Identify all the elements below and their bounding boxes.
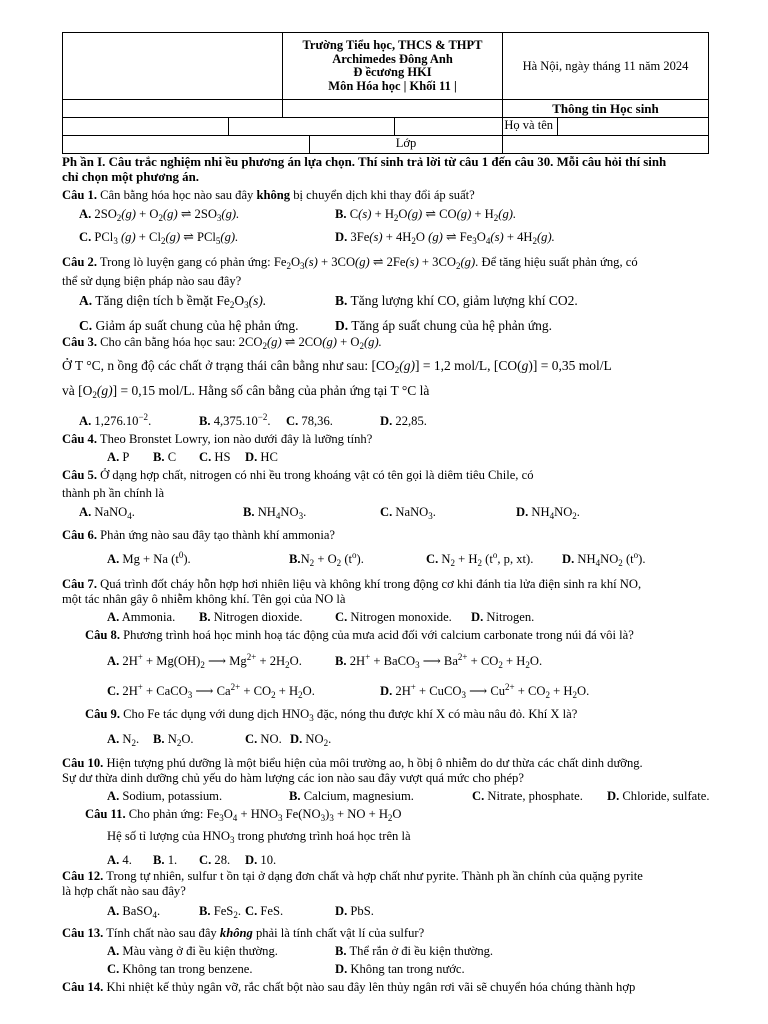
q3-stem: Câu 3. Cho cân bằng hóa học sau: $2CO_2(g)$ ⇌ $2CO(g) + O_2(g)$. <box>62 335 382 351</box>
q9-option-c[interactable]: C. NO. <box>245 732 282 746</box>
q6-stem: Câu 6. Phản ứng nào sau đây tạo thành khí ammonia? <box>62 528 336 542</box>
q7-stem-line2: một tác nhân gây ô nhiễm không khí. Tên gọi của NO là <box>62 592 346 606</box>
q3-option-b[interactable]: B. $4,375.10^{-2}$. <box>199 412 271 428</box>
q5-option-c[interactable]: C. NaNO$_3$. <box>380 505 436 521</box>
q4-option-d[interactable]: D. HC <box>245 450 278 464</box>
q13-option-b[interactable]: B. Thể rắn ở đi ều kiện thường. <box>335 944 494 958</box>
date-cell: Hà Nội, ngày tháng 11 năm 2024 <box>503 33 709 100</box>
q8-option-a[interactable]: A. $2H^+ + Mg(OH)_2$ ⟶ $Mg^{2+} + 2H_2O$. <box>107 652 302 670</box>
q9-option-b[interactable]: B. $N_2O$. <box>153 732 194 748</box>
q10-stem: Câu 10. Hiện tượng phú dưỡng là một biểu hiện của môi trường ao, h ồbị ô nhiễm do dư thừa các chất dinh dưỡng. <box>62 756 643 770</box>
q5-option-d[interactable]: D. $NH_4NO_2$. <box>516 505 580 521</box>
q2-option-c[interactable]: C. Giảm áp suất chung của hệ phản ứng. <box>79 318 299 333</box>
q1-stem: Câu 1. Cân bằng hóa học nào sau đây không bị chuyển dịch khi thay đổi áp suất? <box>62 188 475 202</box>
part1-line2: chỉ chọn một phương án. <box>62 170 200 184</box>
school-cell <box>283 33 503 100</box>
q4-option-c[interactable]: C. HS <box>199 450 231 464</box>
q12-stem: Câu 12. Trong tự nhiên, sulfur t ồn tại ở dạng đơn chất và hợp chất như pyrite. Thành ph ần chính của quặng pyrite <box>62 869 643 883</box>
q11-option-c[interactable]: C. 28. <box>199 853 231 867</box>
q1-option-d[interactable]: D. $3Fe(s) + 4H_2O$ (g) ⇌ $Fe_3O_4(s) + 4H_2(g)$. <box>335 230 555 246</box>
q2-option-a[interactable]: A. Tăng diện tích b ềmặt $Fe_2O_3(s)$. <box>79 293 267 310</box>
part1-line1: Ph ần I. Câu trắc nghiệm nhi ều phương án lựa chọn. Thí sinh trả lời từ câu 1 đến câu 30. Mỗi câu hỏi thí sinh <box>62 155 667 169</box>
q9-stem: Câu 9. Cho Fe tác dụng với dung dịch $HNO_3$ đặc, nóng thu được khí X có màu nâu đỏ. Khí X là? <box>85 707 578 723</box>
q10-stem-line2: Sự dư thừa dinh dưỡng chủ yếu do hàm lượng các ion nào sau đây vượt quá mức cho phép? <box>62 771 524 785</box>
q8-stem: Câu 8. Phương trình hoá học minh hoạ tác động của mưa acid đối với calcium carbonate trong núi đá vôi là? <box>85 628 634 642</box>
name-field[interactable] <box>558 118 709 136</box>
q12-option-d[interactable]: D. PbS. <box>335 904 374 918</box>
q6-option-b[interactable]: $B.N_2 + O_2$ $(t^o)$. <box>289 550 364 568</box>
header-table <box>62 32 709 154</box>
q7-option-b[interactable]: B. Nitrogen dioxide. <box>199 610 303 624</box>
q9-option-a[interactable]: A. $N_2$. <box>107 732 140 748</box>
q12-option-c[interactable]: C. FeS. <box>245 904 284 918</box>
q5-option-a[interactable]: A. NaNO$_4$. <box>79 505 135 521</box>
q3-option-d[interactable]: D. 22,85. <box>380 414 427 428</box>
q7-option-d[interactable]: D. Nitrogen. <box>471 610 535 624</box>
q3-option-a[interactable]: A. $1,276.10^{-2}$. <box>79 412 152 428</box>
q8-option-d[interactable]: D. 2H+ + CuCO$_3$ ⟶ $Cu^{2+} + CO_2 + H_2O$. <box>380 682 590 700</box>
q12-option-b[interactable]: B. FeS$_2$. <box>199 904 241 920</box>
q4-option-b[interactable]: B. C <box>153 450 177 464</box>
q10-option-d[interactable]: D. Chloride, sulfate. <box>607 789 710 803</box>
q4-option-a[interactable]: A. P <box>107 450 130 464</box>
q6-option-a[interactable]: A. Mg + Na $(t^0)$. <box>107 550 191 566</box>
q10-option-b[interactable]: B. Calcium, magnesium. <box>289 789 414 803</box>
q13-stem: Câu 13. Tính chất nào sau đây không phải là tính chất vật lí của sulfur? <box>62 926 425 940</box>
school-line1: Trường Tiểu học, THCS & THPT <box>302 38 483 52</box>
q8-option-c[interactable]: C. 2H+ + CaCO$_3$ ⟶ $Ca^{2+} + CO_2 + H_2O$. <box>107 682 315 700</box>
subject-line: Môn Hóa học | Khối 11 | <box>328 78 457 93</box>
q3-stem-line3: và $[O_2(g)] = 0,15$ mol/L. Hằng số cân bằng của phản ứng tại T °C là <box>62 383 430 400</box>
q12-option-a[interactable]: A. BaSO$_4$. <box>107 904 161 920</box>
q9-option-d[interactable]: D. $NO_2$. <box>290 732 332 748</box>
q5-stem-line2: thành ph ần chính là <box>62 486 165 500</box>
name-label: Họ và tên <box>504 118 553 132</box>
q11-option-d[interactable]: D. 10. <box>245 853 277 867</box>
q7-option-a[interactable]: A. Ammonia. <box>107 610 176 624</box>
q11-option-b[interactable]: B. 1. <box>153 853 178 867</box>
q5-option-b[interactable]: B. $NH_4NO_3$. <box>243 505 307 521</box>
school-line2: Archimedes Đông Anh <box>332 51 453 66</box>
q11-option-a[interactable]: A. 4. <box>107 853 132 867</box>
q2-stem-line2: thể sử dụng biện pháp nào sau đây? <box>62 274 242 288</box>
q7-stem: Câu 7. Quá trình đốt cháy hỗn hợp hơi nhiên liệu và không khí trong động cơ khi đánh tia lửa điện sinh ra khí NO, <box>62 577 642 591</box>
q3-stem-line2: Ở T °C, n ồng độ các chất ở trạng thái cân bằng như sau: $[CO_2(g)] = 1,2$ mol/L, [CO(g)] = 0,35 mol/L <box>62 358 612 375</box>
q11-stem-line2: Hệ số tỉ lượng của $HNO_3$ trong phương trình hoá học trên là <box>107 829 411 845</box>
q4-stem: Câu 4. Theo Bronstet Lowry, ion nào dưới đây là lưỡng tính? <box>62 432 373 446</box>
q13-option-a[interactable]: A. Màu vàng ở đi ều kiện thường. <box>107 944 278 958</box>
q10-option-c[interactable]: C. Nitrate, phosphate. <box>472 789 583 803</box>
q2-stem: Câu 2. Trong lò luyện gang có phản ứng: $Fe_2O_3(s) + 3CO(g)$ ⇌ $2Fe(s) + 3CO_2(g)$. Để tăng hiệu suất phản ứng, có <box>62 255 638 271</box>
q11-stem: Câu 11. Cho phản ứng: $Fe_3O_4 + HNO_3$ $Fe(NO_3)_3$ + NO + $H_2O$ <box>85 807 402 823</box>
q1-option-a[interactable]: A. $2SO_2(g) + O_2(g)$ ⇌ $2SO_3(g)$. <box>79 207 240 223</box>
student-info-label: Thông tin Học sinh <box>503 100 709 118</box>
q8-option-b[interactable]: B. 2H+ + BaCO$_3$ ⟶ $Ba^{2+} + CO_2 + H_2O$. <box>335 652 543 670</box>
q6-option-d[interactable]: D. $NH_4NO_2$ $(t^o)$. <box>562 550 646 568</box>
logo-cell <box>63 33 283 100</box>
doc-title: Đ ềcương HKI <box>353 65 432 79</box>
q12-stem-line2: là hợp chất nào sau đây? <box>62 884 186 898</box>
q13-option-d[interactable]: D. Không tan trong nước. <box>335 962 465 976</box>
q7-option-c[interactable]: C. Nitrogen monoxide. <box>335 610 452 624</box>
q1-option-b[interactable]: B. $C(s) + H_2O(g)$ ⇌ $CO(g) + H_2(g)$. <box>335 207 517 223</box>
q10-option-a[interactable]: A. Sodium, potassium. <box>107 789 223 803</box>
class-label: Lớp <box>395 136 417 150</box>
q3-option-c[interactable]: C. 78,36. <box>286 414 333 428</box>
q6-option-c[interactable]: C. $N_2 + H_2$ ($t^o$, p, xt). <box>426 550 534 568</box>
q2-option-d[interactable]: D. Tăng áp suất chung của hệ phản ứng. <box>335 318 553 333</box>
q5-stem: Câu 5. Ở dạng hợp chất, nitrogen có nhi ều trong khoáng vật có tên gọi là diêm tiêu Chile, có <box>62 468 534 482</box>
q1-option-c[interactable]: C. PCl$_3$ $(g) + Cl_2(g)$ ⇌ PCl$_5$(g). <box>79 230 239 246</box>
q2-option-b[interactable]: B. Tăng lượng khí CO, giảm lượng khí CO2. <box>335 293 578 308</box>
q13-option-c[interactable]: C. Không tan trong benzene. <box>107 962 253 976</box>
q14-stem: Câu 14. Khi nhiệt kế thủy ngân vỡ, rắc chất bột nào sau đây lên thủy ngân rơi vãi sẽ chuyển hóa chúng thành hợp <box>62 980 636 994</box>
class-field[interactable] <box>503 136 709 154</box>
